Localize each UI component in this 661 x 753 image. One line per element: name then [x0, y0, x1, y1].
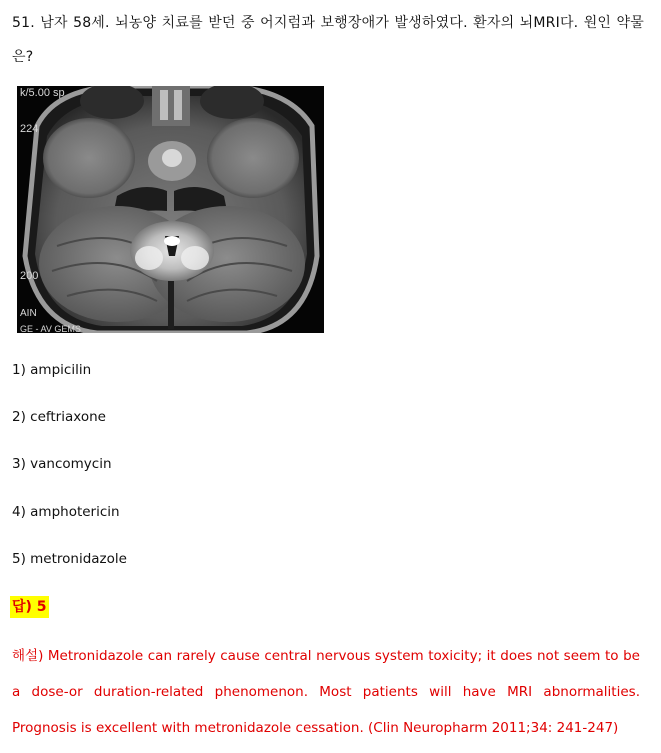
explanation-text: 해설) Metronidazole can rarely cause central nervous system toxicity; it does not seem to be a dose-or duration-related phenomenon. Most patients will have MRI abnormalities. Prognosis is excellent with metronidazole cessation. (Clin Neuropharm 2011;34: 241-247): [12, 648, 640, 736]
option-1: 1) ampicilin: [12, 362, 92, 378]
mri-overlay-text: GE - AV GEMS: [20, 324, 81, 333]
mri-overlay-text: 200: [20, 270, 39, 282]
mri-overlay-text: AIN: [20, 308, 37, 319]
option-3: 3) vancomycin: [12, 456, 112, 472]
brain-mri-image: [17, 86, 324, 333]
question-text: 51. 남자 58세. 뇌농양 치료를 받던 중 어지럼과 보행장애가 발생하였다. 환자의 뇌MRI다. 원인 약물은?: [12, 15, 644, 65]
option-5: 5) metronidazole: [12, 551, 127, 567]
answer-badge: 답) 5: [10, 596, 49, 618]
option-2: 2) ceftriaxone: [12, 409, 106, 425]
option-4: 4) amphotericin: [12, 504, 120, 520]
mri-overlay-text: 224: [20, 123, 39, 135]
mri-overlay-text: k/5.00 sp: [20, 87, 65, 99]
